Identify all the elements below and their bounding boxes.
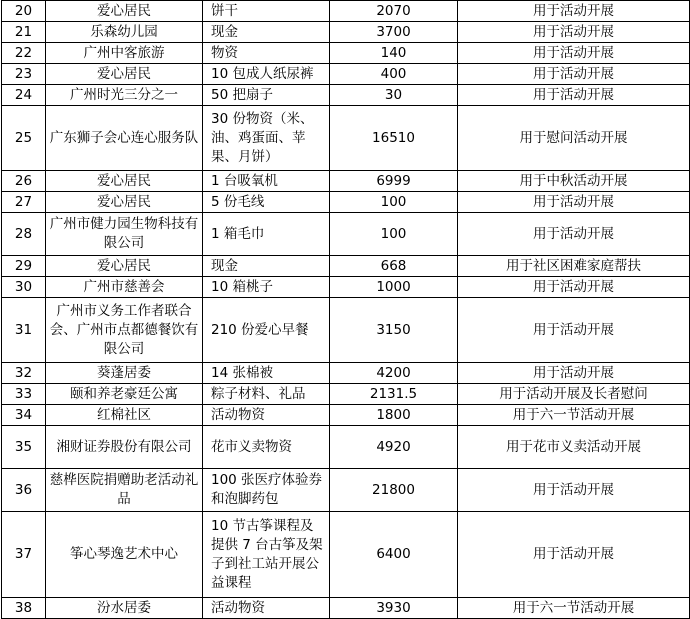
donor-name: 乐森幼儿园 [46, 22, 203, 43]
donated-item: 5 份毛线 [203, 192, 330, 213]
table-row [2, 363, 690, 384]
item-usage: 用于活动开展 [458, 512, 690, 598]
item-value: 140 [330, 43, 458, 64]
donor-name: 慈桦医院捐赠助老活动礼品 [46, 469, 203, 512]
item-usage: 用于六一节活动开展 [458, 405, 690, 426]
item-usage: 用于活动开展 [458, 22, 690, 43]
donation-table [1, 0, 690, 619]
donated-item: 饼干 [203, 1, 330, 22]
row-number: 35 [2, 426, 46, 469]
table-row [2, 426, 690, 469]
item-usage: 用于活动开展 [458, 192, 690, 213]
table-row [2, 106, 690, 171]
donor-name: 汾水居委 [46, 598, 203, 619]
item-value: 30 [330, 85, 458, 106]
donor-name: 广州市健力园生物科技有限公司 [46, 213, 203, 256]
donated-item: 粽子材料、礼品 [203, 384, 330, 405]
donor-name: 爱心居民 [46, 192, 203, 213]
row-number: 28 [2, 213, 46, 256]
table-row [2, 171, 690, 192]
donated-item: 活动物资 [203, 405, 330, 426]
donated-item: 现金 [203, 256, 330, 277]
donor-name: 爱心居民 [46, 1, 203, 22]
table-row [2, 598, 690, 619]
table-row [2, 256, 690, 277]
row-number: 31 [2, 298, 46, 363]
donor-name: 湘财证券股份有限公司 [46, 426, 203, 469]
item-usage: 用于中秋活动开展 [458, 171, 690, 192]
row-number: 37 [2, 512, 46, 598]
table-row [2, 22, 690, 43]
donated-item: 100 张医疗体验券和泡脚药包 [203, 469, 330, 512]
item-value: 6400 [330, 512, 458, 598]
item-usage: 用于花市义卖活动开展 [458, 426, 690, 469]
donated-item: 花市义卖物资 [203, 426, 330, 469]
donor-name: 颐和养老豪廷公寓 [46, 384, 203, 405]
donor-name: 广州中客旅游 [46, 43, 203, 64]
item-usage: 用于活动开展 [458, 1, 690, 22]
item-value: 2131.5 [330, 384, 458, 405]
row-number: 24 [2, 85, 46, 106]
donated-item: 现金 [203, 22, 330, 43]
row-number: 32 [2, 363, 46, 384]
table-row [2, 192, 690, 213]
row-number: 34 [2, 405, 46, 426]
item-usage: 用于慰问活动开展 [458, 106, 690, 171]
donated-item: 1 箱毛巾 [203, 213, 330, 256]
table-row [2, 405, 690, 426]
item-value: 4920 [330, 426, 458, 469]
row-number: 26 [2, 171, 46, 192]
item-value: 2070 [330, 1, 458, 22]
row-number: 23 [2, 64, 46, 85]
donor-name: 广州市义务工作者联合会、广州市点都德餐饮有限公司 [46, 298, 203, 363]
item-usage: 用于活动开展 [458, 43, 690, 64]
donated-item: 30 份物资（米、油、鸡蛋面、苹果、月饼） [203, 106, 330, 171]
table-row [2, 213, 690, 256]
donation-table-body [2, 1, 690, 619]
item-value: 100 [330, 192, 458, 213]
donor-name: 爱心居民 [46, 64, 203, 85]
table-row [2, 43, 690, 64]
item-usage: 用于六一节活动开展 [458, 598, 690, 619]
row-number: 36 [2, 469, 46, 512]
row-number: 22 [2, 43, 46, 64]
row-number: 38 [2, 598, 46, 619]
item-value: 100 [330, 213, 458, 256]
row-number: 33 [2, 384, 46, 405]
donated-item: 50 把扇子 [203, 85, 330, 106]
item-usage: 用于活动开展 [458, 469, 690, 512]
table-row [2, 1, 690, 22]
donor-name: 广东狮子会心连心服务队 [46, 106, 203, 171]
donor-name: 葵蓬居委 [46, 363, 203, 384]
table-row [2, 85, 690, 106]
item-value: 4200 [330, 363, 458, 384]
item-value: 6999 [330, 171, 458, 192]
table-row [2, 298, 690, 363]
donor-name: 爱心居民 [46, 256, 203, 277]
item-value: 21800 [330, 469, 458, 512]
row-number: 29 [2, 256, 46, 277]
donated-item: 10 箱桃子 [203, 277, 330, 298]
item-value: 1000 [330, 277, 458, 298]
item-value: 1800 [330, 405, 458, 426]
donor-name: 筝心琴逸艺术中心 [46, 512, 203, 598]
row-number: 25 [2, 106, 46, 171]
item-value: 668 [330, 256, 458, 277]
item-usage: 用于活动开展 [458, 85, 690, 106]
item-value: 400 [330, 64, 458, 85]
row-number: 21 [2, 22, 46, 43]
item-usage: 用于活动开展 [458, 363, 690, 384]
donor-name: 红棉社区 [46, 405, 203, 426]
row-number: 30 [2, 277, 46, 298]
table-row [2, 277, 690, 298]
item-usage: 用于活动开展及长者慰问 [458, 384, 690, 405]
item-value: 3150 [330, 298, 458, 363]
donated-item: 210 份爱心早餐 [203, 298, 330, 363]
donated-item: 10 节古筝课程及提供 7 台古筝及架子到社工站开展公益课程 [203, 512, 330, 598]
item-usage: 用于活动开展 [458, 64, 690, 85]
item-usage: 用于活动开展 [458, 298, 690, 363]
table-row [2, 64, 690, 85]
table-row [2, 384, 690, 405]
row-number: 20 [2, 1, 46, 22]
donated-item: 物资 [203, 43, 330, 64]
item-value: 16510 [330, 106, 458, 171]
donated-item: 活动物资 [203, 598, 330, 619]
donated-item: 10 包成人纸尿裤 [203, 64, 330, 85]
row-number: 27 [2, 192, 46, 213]
table-row [2, 469, 690, 512]
donor-name: 爱心居民 [46, 171, 203, 192]
donated-item: 14 张棉被 [203, 363, 330, 384]
item-usage: 用于活动开展 [458, 277, 690, 298]
donor-name: 广州时光三分之一 [46, 85, 203, 106]
item-usage: 用于社区困难家庭帮扶 [458, 256, 690, 277]
table-row [2, 512, 690, 598]
donor-name: 广州市慈善会 [46, 277, 203, 298]
item-value: 3700 [330, 22, 458, 43]
item-usage: 用于活动开展 [458, 213, 690, 256]
donated-item: 1 台吸氧机 [203, 171, 330, 192]
item-value: 3930 [330, 598, 458, 619]
